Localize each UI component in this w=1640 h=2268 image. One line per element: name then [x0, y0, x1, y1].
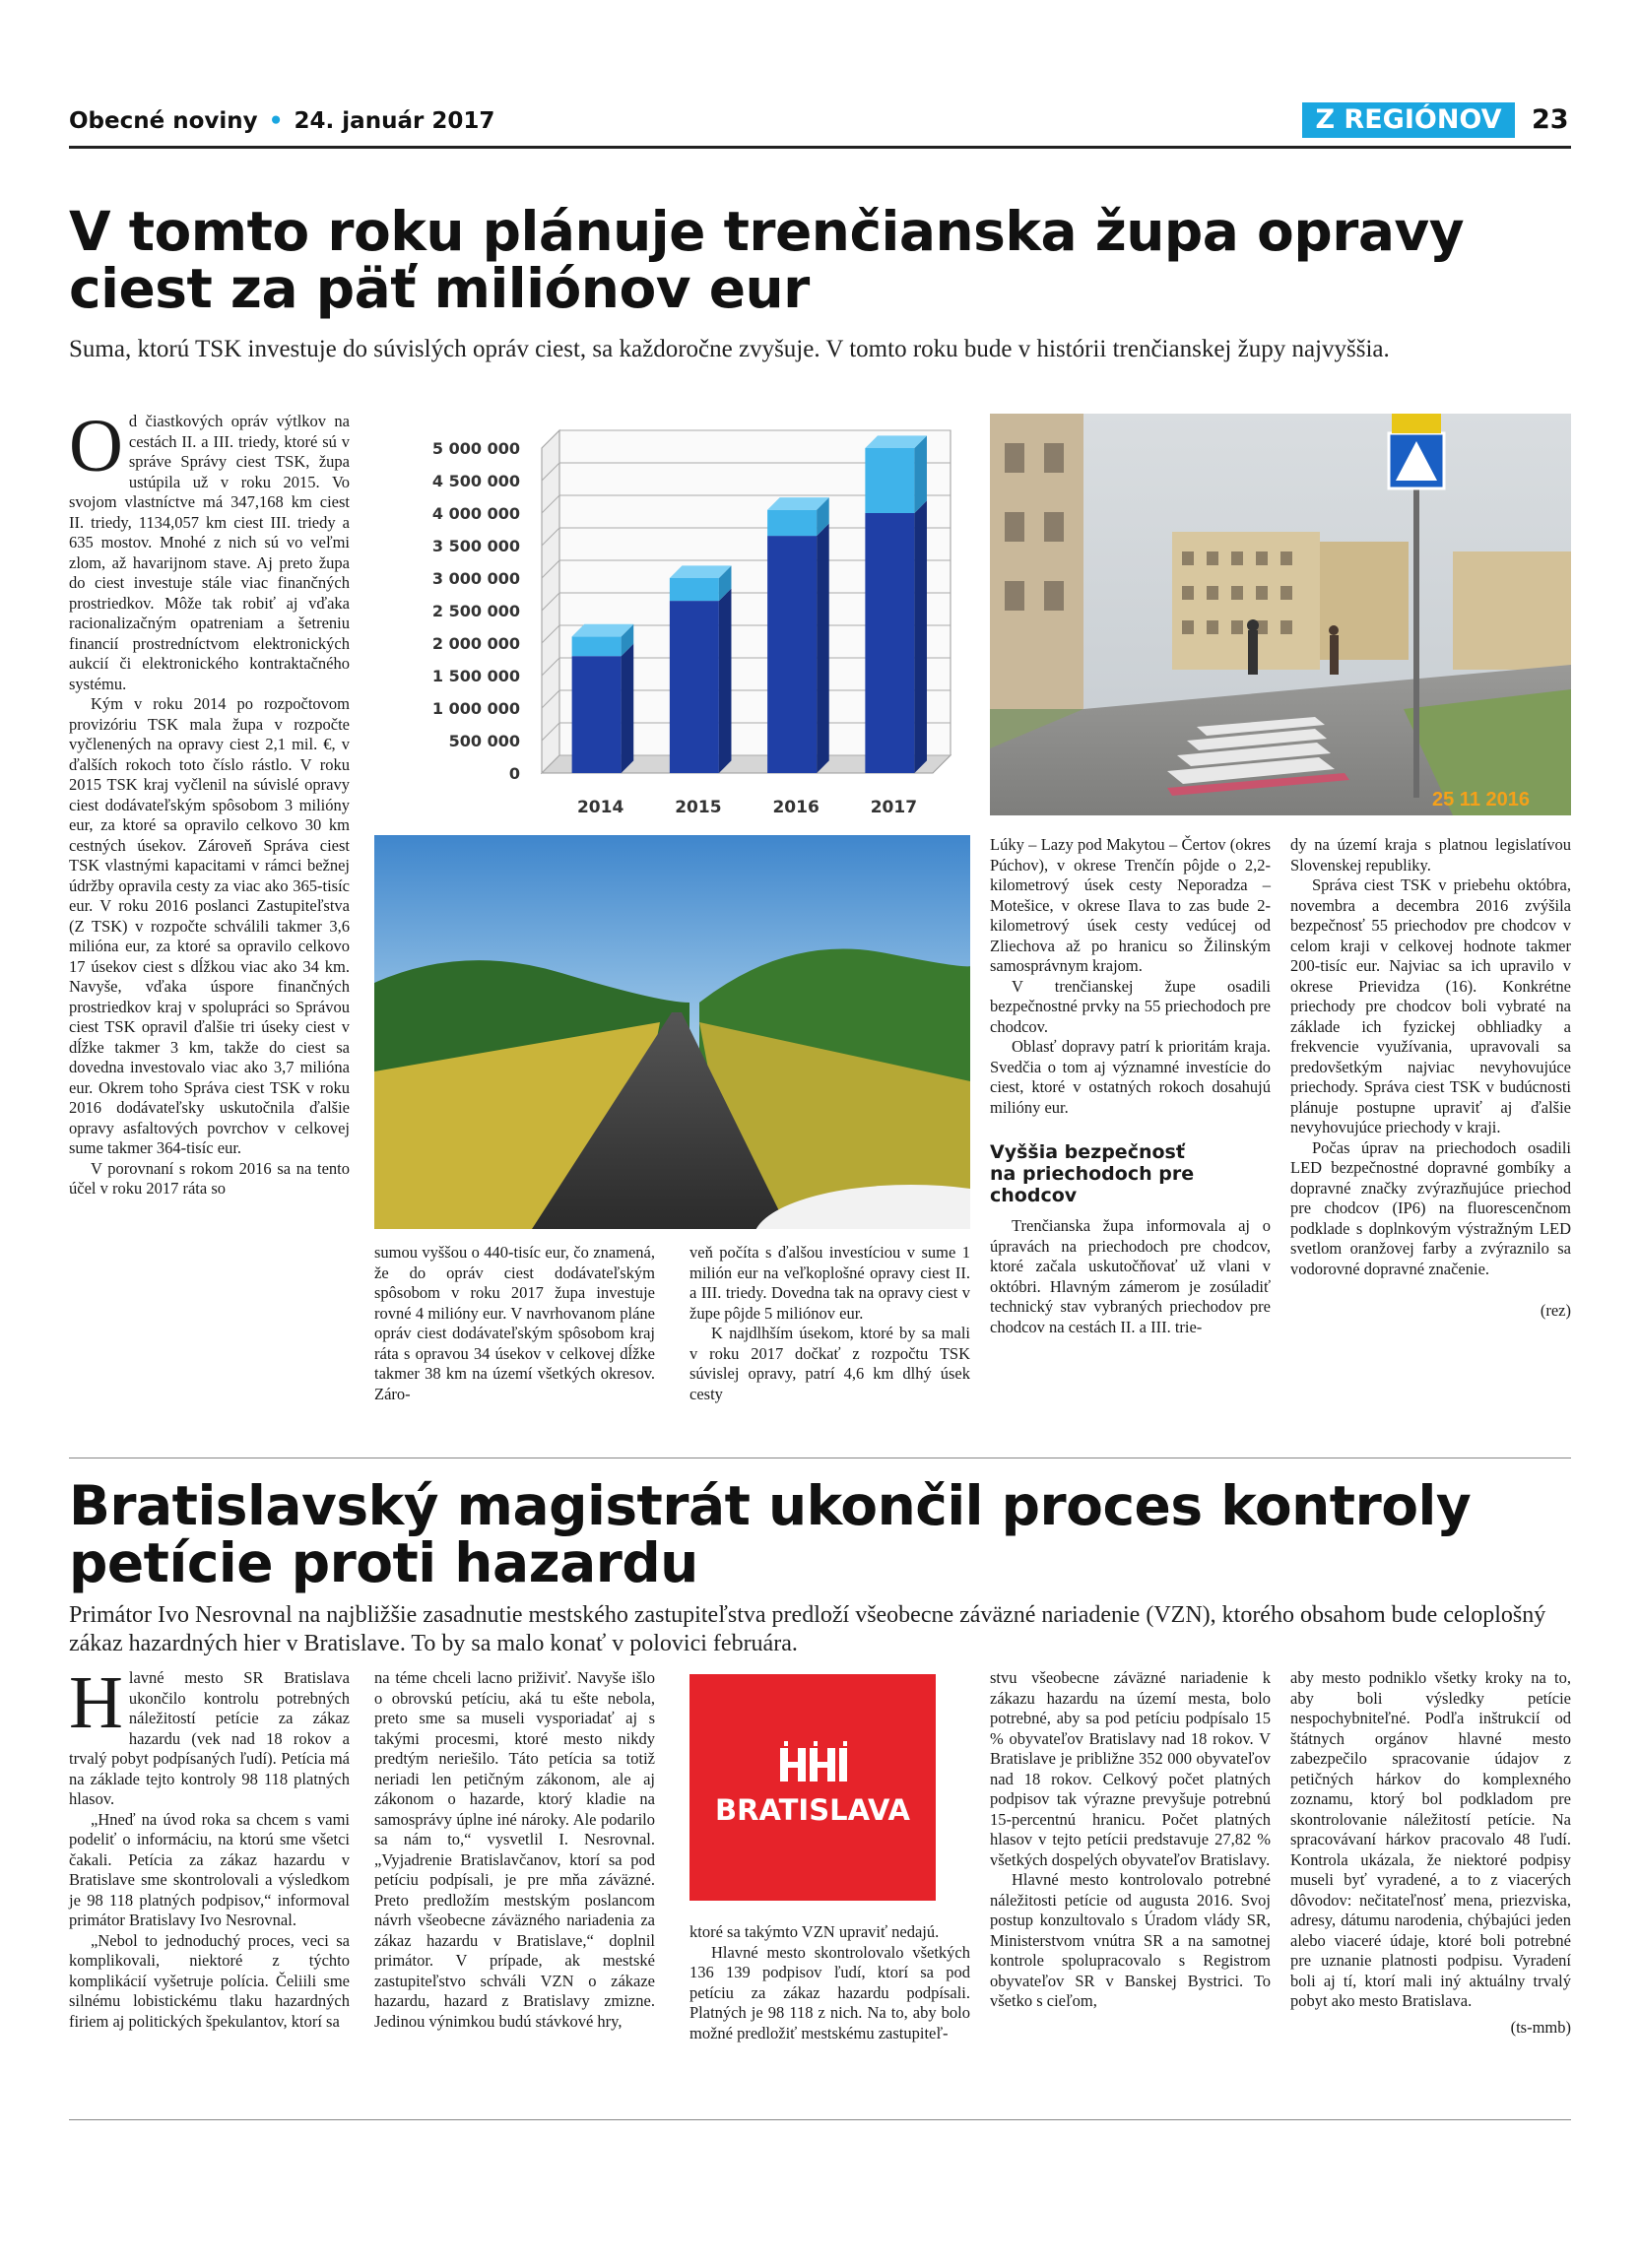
- article1-col3-p1: veň počíta s ďalšou investíciou v sume 1 milión eur na veľkoplošné opravy ciest II. a III. triedy. Dovedna tak na opravy ciest v župe pôjde 5 miliónov eur.: [689, 1243, 970, 1323]
- chart-y-tick-label: 4 500 000: [431, 472, 520, 490]
- chart-bar-2015-segment-1: [670, 601, 719, 773]
- chart-y-tick-label: 1 000 000: [431, 699, 520, 718]
- article2-col1-p3: „Nebol to jednoduchý proces, veci sa komplikovali, niektoré z týchto komplikácií vyšetruje polícia. Čeliili sme silnému lobistickému tlaku hazardných firiem aj politických špekulantov, ktorí sa: [69, 1930, 350, 2031]
- article1-col5-p2: Správa ciest TSK v priebehu októbra, novembra a decembra 2016 zvýšila bezpečnosť 55 priechodov pre chodcov v celom kraji v celkovej hodnote takmer 200-tisíc eur. Najviac sa ich upravilo v okrese Prievidza (16). Konkrétne priechody pre chodcov boli vybraté na základe ich fyzickej obhliadky a frekvencie využívania, upravovali sa predovšetkým najviac nevyhovujúce priechody. Správa ciest TSK v budúcnosti plánuje postupne upraviť aj ďalšie nevyhovujúce priechody v kraji.: [1290, 875, 1571, 1136]
- chart-bar-2016-side-1: [817, 524, 829, 774]
- logo-text: BRATISLAVA: [715, 1793, 910, 1827]
- article1-col4-p3: Oblasť dopravy patrí k prioritám kraja. Svedčia o tom aj významné investície do ciest, ktoré v ostatných rokoch dosahujú milióny eur.: [990, 1037, 1271, 1117]
- article2-col5-p1: aby mesto podniklo všetky kroky na to, aby boli výsledky petície nespochybniteľné. Podľa inštrukcií od štátnych orgánov hlavné mesto zabezpečilo spracovanie údajov z petičných hárkov do komplexného zoznamu, ktorý bol podkladom pre skontrolovanie náležitostí petície. Na spracovávaní hárkov pracovalo 48 ľudí. Kontrola ukázala, že niektoré podpisy museli byť vyradené, a to z viacerých dôvodov: nečitateľnosť mena, priezviska, adresy, dátumu narodenia, chýbajúci jeden alebo viaceré údaje, ktoré boli potrebné pre uznanie platnosti podpisu. Vyradení boli aj tí, ktorí mali iný aktuálny trvalý pobyt ako mesto Bratislava.: [1290, 1668, 1571, 2010]
- chart-y-tick-label: 2 000 000: [431, 634, 520, 653]
- article1-col3: [689, 1243, 970, 1404]
- article2-lead: Primátor Ivo Nesrovnal na najbližšie zasadnutie mestského zastupiteľstva predloží všeobecne záväzné nariadenie (VZN), ktorého obsahom bude celoplošný zákaz hazardných hier v Bratislave. To by sa malo konať v polovici februára.: [69, 1602, 1546, 1656]
- bratislava-logo-mark: [689, 1674, 936, 1901]
- article1-lead: Suma, ktorú TSK investuje do súvislých opráv ciest, sa každoročne zvyšuje. V tomto roku bude v histórii trenčianskej župy najvyššia.: [69, 336, 1390, 362]
- article1-subhead: Vyššia bezpečnosť na priechodoch pre chodcov: [990, 1141, 1195, 1206]
- budget-bar-chart: [374, 414, 980, 822]
- article2-col1-p1: lavné mesto SR Bratislava ukončilo kontrolu potrebných náležitostí petície za zákaz hazardu (vek nad 18 rokov a trvalý pobyt podpísaných ľudí). Petícia má na základe tejto kontroly 98 118 platných hlasov.: [69, 1668, 350, 1808]
- chart-y-tick-labels: [432, 439, 520, 783]
- article2-col1: [69, 1661, 350, 2032]
- chart-bar-2015-segment-2: [670, 578, 719, 601]
- chart-bar-2016-segment-1: [767, 536, 817, 773]
- chart-y-tick-label: 5 000 000: [431, 439, 520, 458]
- crossing-photo-illustration: [990, 414, 1571, 815]
- chart-bar-2014-segment-2: [572, 636, 622, 656]
- article2-col5: [1290, 1668, 1571, 2038]
- article2-col4-p2: Hlavné mesto kontrolovalo potrebné náležitosti petície od augusta 2016. Svoj postup konzultovalo s Úradom vlády SR, Ministerstvom vnútra SR a na samotnej kontrole spolupracovalo s Registrom obyvateľov SR v Banskej Bystrici. To všetko s cieľom,: [990, 1870, 1271, 2010]
- chart-x-tick-label: 2015: [675, 798, 722, 817]
- article2-dropcap: H: [69, 1661, 123, 1744]
- article1-col5-p1: dy na území kraja s platnou legislatívou Slovenskej republiky.: [1290, 835, 1571, 875]
- road-photo: [374, 835, 970, 1229]
- article1-col1-p3: V porovnaní s rokom 2016 sa na tento účel v roku 2017 ráta so: [69, 1158, 350, 1198]
- masthead-bullet: •: [268, 108, 284, 134]
- article1-dropcap: O: [69, 405, 123, 487]
- article1-col1: [69, 405, 350, 1199]
- chart-bar-2016-segment-2: [767, 510, 817, 536]
- chart-x-tick-labels: [577, 798, 917, 817]
- article1-col2-p1: sumou vyššou o 440-tisíc eur, čo znamená, že do opráv ciest dodávateľským spôsobom v roku 2017 župa investuje rovné 4 milióny eur. V navrhovanom pláne opráv ciest dodávateľským spôsobom kraj ráta s opravou 34 úsekov v celkovej dĺžke takmer 38 km na území všetkých okresov. Záro-: [374, 1243, 655, 1403]
- article1-col3-p2: K najdlhším úsekom, ktoré by sa mali v roku 2017 dočkať z rozpočtu TSK súvislej opravy, patrí 4,6 km dlhý úsek cesty: [689, 1324, 970, 1403]
- article2-col4: [990, 1668, 1271, 2012]
- article2-signature: (ts-mmb): [1510, 2017, 1571, 2037]
- article2-col4-p1: stvu všeobecne záväzné nariadenie k zákazu hazardu na území mesta, bolo potrebné, aby sa pod petíciu podpísalo 15 % obyvateľov Bratislavy nad 18 rokov. V Bratislave je približne 352 000 obyvateľov nad 18 rokov. Celkový počet platných podpisov tak výrazne prevyšuje potrebnú 15-percentnú hranicu. Počet platných hlasov v tejto petícii predstavuje 27,82 % všetkých dospelých obyvateľov Bratislavy.: [990, 1668, 1271, 1869]
- article2-col3: [689, 1922, 970, 2043]
- article2-col2-p1: na téme chceli lacno priživiť. Navyše išlo o obrovskú petíciu, aká tu ešte nebola, preto sme sa museli vysporiadať aj s takými procesmi, ktoré mesto nikdy predtým neriešilo. Táto petícia sa totiž neriadi len petičným zákonom, ale aj zákonom o hazarde, ktorý kladie na samosprávy úplne iné nároky. Ale podarilo sa nám to,“ vysvetlil I. Nesrovnal. „Vyjadrenie Bratislavčanov, ktorí sa pod petíciu podpísali, je pre mňa záväzné. Preto predložím mestským poslancom návrh všeobecne záväzného nariadenia za zákaz hazardu v Bratislave,“ doplnil primátor. V prípade, ak mestské zastupiteľstvo schváli VZN o zákaze hazardu, hazard z Bratislavy zmizne. Jedinou výnimkou budú stávkové hry,: [374, 1668, 655, 2031]
- bratislava-logo: [689, 1674, 936, 1901]
- article2-col1-p2: „Hneď na úvod roka sa chcem s vami podeliť o informáciu, na ktorú sme všetci čakali. Petícia za zákaz hazardu v Bratislave sme skontrolovali a výsledkom je 98 118 platných podpisov,“ informoval primátor Bratislavy Ivo Nesrovnal.: [69, 1809, 350, 1929]
- page-number: 23: [1532, 104, 1569, 135]
- bottom-rule: [69, 2119, 1571, 2120]
- article2-title: Bratislavský magistrát ukončil proces kontroly petície proti hazardu: [69, 1474, 1472, 1594]
- chart-x-tick-label: 2016: [772, 798, 820, 817]
- article1-col5: [1290, 835, 1571, 1322]
- article1-col4-p2: V trenčianskej župe osadili bezpečnostné prvky na 55 priechodoch pre chodcov.: [990, 976, 1271, 1036]
- article1-col4-p4: Trenčianska župa informovala aj o úpravách na priechodoch pre chodcov, ktoré začala uskutočňovať už vlani v októbri. Hlavným zámerom je zosúladiť technický stav vybraných priechodov pre chodcov na cestách II. a III. trie-: [990, 1216, 1271, 1336]
- chart-bar-2017-side-1: [914, 500, 927, 773]
- paper-name: Obecné noviny: [69, 108, 258, 134]
- chart-y-tick-label: 1 500 000: [431, 667, 520, 685]
- article1-title: V tomto roku plánuje trenčianska župa opravy ciest za päť miliónov eur: [69, 200, 1465, 320]
- chart-x-tick-label: 2017: [870, 798, 918, 817]
- chart-bar-2014-segment-1: [572, 656, 622, 773]
- chart-y-tick-label: 500 000: [448, 732, 520, 750]
- article1-col4: [990, 835, 1271, 1337]
- chart-bar-2015-side-1: [719, 589, 732, 774]
- chart-bar-2017-segment-1: [865, 513, 914, 773]
- chart-y-tick-label: 3 000 000: [431, 569, 520, 588]
- chart-y-tick-label: 2 500 000: [431, 602, 520, 620]
- article1-col1-p2: Kým v roku 2014 po rozpočtovom provizóriu TSK mala župa v rozpočte vyčlenených na opravy ciest 2,1 mil. €, v ďalších rokoch toto číslo rástlo. V roku 2015 TSK kraj vyčlenil na súvislé opravy ciest dodávateľským spôsobom 3 milióny eur, za ktoré sa opravilo celkovo 30 km cestných úsekov. Zároveň Správa ciest TSK vlastnými kapacitami v rámci bežnej údržby opravila cesty za viac ako 365-tisíc eur. V roku 2016 poslanci Zastupiteľstva (Z TSK) v rozpočte schválili takmer 3,6 milióna eur, za ktoré sa opravilo celkovo 17 úsekov ciest s dĺžkou viac ako 34 km. Navyše, vďaka úspore finančných prostriedkov kraj v spolupráci so Správou ciest TSK opravil ďalšie tri úseky ciest v dĺžke takmer 3 km, takže do ciest sa dovedna investovalo viac ako 3,7 milióna eur. Okrem toho Správa ciest TSK v roku 2016 dodávateľsky uskutočnila ďalšie opravy asfaltových povrchov v celkovej sume takmer 364-tisíc eur.: [69, 694, 350, 1157]
- article1-col4-p1: Lúky – Lazy pod Makytou – Čertov (okres Púchov), v okrese Trenčín pôjde o 2,2-kilometrový úsek cesty Neporadza – Motešice, v okrese Ilava to zas bude 2-kilometrový úsek cesty vedúcej od Zliechova až po hranicu so Žilinským samosprávnym krajom.: [990, 835, 1271, 975]
- section-label: Z REGIÓNOV: [1302, 102, 1515, 138]
- crossing-photo: [990, 414, 1571, 815]
- article2-col3-p2: Hlavné mesto skontrolovalo všetkých 136 139 podpisov ľudí, ktorí sa pod petíciu za zákaz hazardu podpísali. Platných je 98 118 z nich. Na to, aby bolo možné predložiť mestskému zastupiteľ-: [689, 1942, 970, 2042]
- chart-bar-2017-segment-2: [865, 448, 914, 513]
- chart-bar-2014-side-1: [622, 644, 634, 773]
- photo-timestamp: 25 11 2016: [1432, 789, 1530, 810]
- article1-col2: [374, 1243, 655, 1404]
- article2-col3-p1: ktoré sa takýmto VZN upraviť nedajú.: [689, 1922, 940, 1941]
- article2-col2: [374, 1668, 655, 2032]
- article1-signature: (rez): [1540, 1301, 1571, 1320]
- chart-y-tick-label: 3 500 000: [431, 537, 520, 555]
- chart-y-tick-label: 4 000 000: [431, 504, 520, 523]
- article1-col5-p3: Počas úprav na priechodoch osadili LED bezpečnostné dopravné gombíky a dopravné značky zvýrazňujúce priechod pre chodcov (IP6) na fluorescenčnom podklade s doplnkovým výstražným LED svetlom oranžovej farby a zvýraznilo sa vodorovné dopravné značenie.: [1290, 1137, 1571, 1278]
- road-photo-illustration: [374, 835, 970, 1229]
- masthead-rule: [69, 146, 1571, 149]
- article1-col1-p1: d čiastkových opráv výtlkov na cestách II. a III. triedy, ktoré sú v správe Správy ciest TSK, župa ustúpila už v roku 2015. Vo svojom vlastníctve má 347,168 km ciest II. triedy, 1134,057 km ciest III. triedy a 635 mostov. Mnohé z nich sú vo veľmi zlom, až havarijnom stave. Aj preto župa do ciest investuje stále viac finančných prostriedkov. Môže tak robiť aj vďaka racionalizačným opatreniam a šetreniu financií prostredníctvom elektronických aukcií či elektronického kontraktačného systému.: [69, 412, 350, 693]
- issue-date: 24. január 2017: [294, 108, 495, 134]
- chart-x-tick-label: 2014: [576, 798, 624, 817]
- chart-bar-2017-side-2: [914, 435, 927, 513]
- chart-y-tick-label: 0: [508, 764, 520, 783]
